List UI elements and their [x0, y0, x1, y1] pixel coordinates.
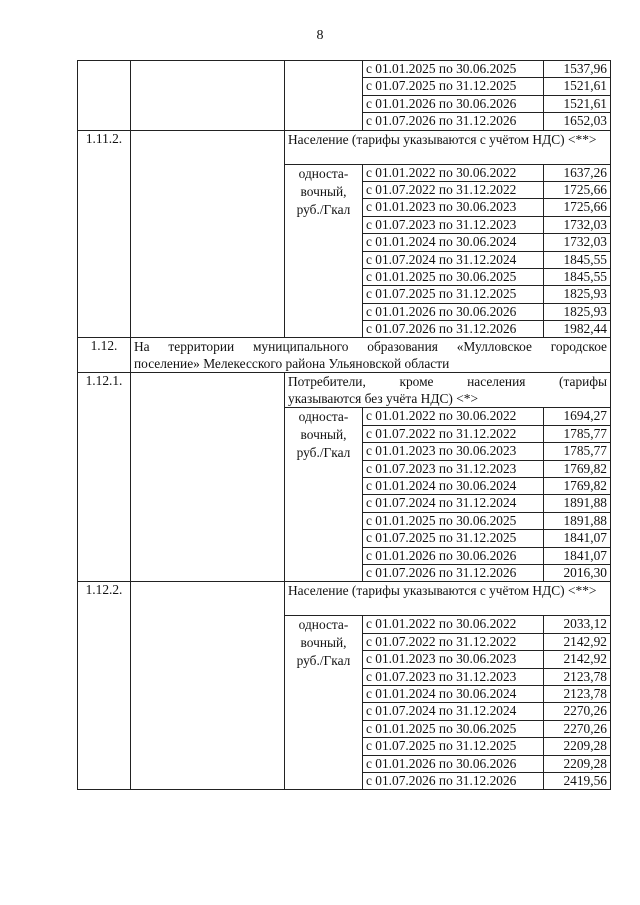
- row-number-cell: [78, 61, 131, 131]
- unit-cell: [285, 61, 363, 131]
- tariff-value: 2142,92: [544, 633, 611, 650]
- tariff-value: 1694,27: [544, 408, 611, 425]
- period-cell: с 01.07.2025 по 31.12.2025: [363, 78, 544, 95]
- tariff-value: 1725,66: [544, 199, 611, 216]
- period-cell: с 01.01.2026 по 30.06.2026: [363, 755, 544, 772]
- section-title: Население (тарифы указываются с учётом НДС) <**>: [285, 582, 611, 616]
- tariff-value: 1785,77: [544, 425, 611, 442]
- period-cell: с 01.07.2022 по 31.12.2022: [363, 425, 544, 442]
- unit-line: вочный,: [300, 427, 347, 443]
- period-cell: с 01.01.2025 по 30.06.2025: [363, 512, 544, 529]
- period-cell: с 01.07.2022 по 31.12.2022: [363, 633, 544, 650]
- period-cell: с 01.07.2023 по 31.12.2023: [363, 460, 544, 477]
- tariff-value: 1845,55: [544, 268, 611, 285]
- page-number: 8: [316, 28, 324, 43]
- organization-cell: [131, 373, 285, 582]
- unit-cell: [285, 164, 363, 338]
- period-cell: с 01.01.2026 по 30.06.2026: [363, 547, 544, 564]
- period-cell: с 01.01.2025 по 30.06.2025: [363, 268, 544, 285]
- period-cell: с 01.07.2025 по 31.12.2025: [363, 738, 544, 755]
- section-title-line: Потребители, кроме населения (тарифы: [288, 374, 607, 390]
- row-number-cell: 1.12.2.: [78, 582, 131, 790]
- period-cell: с 01.01.2023 по 30.06.2023: [363, 199, 544, 216]
- tariff-value: 1769,82: [544, 478, 611, 495]
- period-cell: с 01.01.2023 по 30.06.2023: [363, 651, 544, 668]
- period-cell: с 01.01.2025 по 30.06.2025: [363, 61, 544, 78]
- tariff-value: 2209,28: [544, 755, 611, 772]
- unit-line: руб./Гкал: [296, 653, 351, 669]
- period-cell: с 01.01.2026 по 30.06.2026: [363, 303, 544, 320]
- period-cell: с 01.07.2022 по 31.12.2022: [363, 181, 544, 198]
- tariff-value: 1825,93: [544, 286, 611, 303]
- row-number-cell: 1.12.1.: [78, 373, 131, 582]
- tariff-value: 1637,26: [544, 164, 611, 181]
- tariff-table: [77, 60, 611, 790]
- unit-line: вочный,: [300, 183, 347, 199]
- period-cell: с 01.07.2025 по 31.12.2025: [363, 286, 544, 303]
- period-cell: с 01.07.2026 по 31.12.2026: [363, 113, 544, 130]
- period-cell: с 01.07.2023 по 31.12.2023: [363, 668, 544, 685]
- period-cell: с 01.07.2024 по 31.12.2024: [363, 495, 544, 512]
- unit-line: односта-: [298, 617, 349, 633]
- period-cell: с 01.07.2026 по 31.12.2026: [363, 772, 544, 789]
- table-row: [78, 61, 611, 78]
- tariff-value: 1891,88: [544, 495, 611, 512]
- period-cell: с 01.07.2023 по 31.12.2023: [363, 216, 544, 233]
- tariff-value: 1982,44: [544, 321, 611, 338]
- tariff-value: 1537,96: [544, 61, 611, 78]
- tariff-value: 2270,26: [544, 720, 611, 737]
- section-title: Население (тарифы указываются с учётом НДС) <**>: [285, 130, 611, 164]
- organization-cell: [131, 61, 285, 131]
- tariff-value: 2033,12: [544, 616, 611, 633]
- tariff-value: 2123,78: [544, 685, 611, 702]
- territory-header-row: [78, 338, 611, 373]
- unit-cell: [285, 616, 363, 790]
- tariff-value: 1725,66: [544, 181, 611, 198]
- section-header-row: [78, 373, 611, 408]
- row-number-cell: 1.12.: [78, 338, 131, 373]
- period-cell: с 01.01.2023 по 30.06.2023: [363, 443, 544, 460]
- territory-title-line: поселение» Мелекесского района Ульяновской области: [134, 356, 450, 372]
- tariff-value: 2270,26: [544, 703, 611, 720]
- tariff-value: 2123,78: [544, 668, 611, 685]
- unit-cell: [285, 408, 363, 582]
- organization-cell: [131, 582, 285, 790]
- tariff-value: 2209,28: [544, 738, 611, 755]
- period-cell: с 01.01.2024 по 30.06.2024: [363, 685, 544, 702]
- period-cell: с 01.07.2024 по 31.12.2024: [363, 703, 544, 720]
- tariff-value: 1891,88: [544, 512, 611, 529]
- section-header-row: [78, 582, 611, 616]
- tariff-value: 1732,03: [544, 234, 611, 251]
- tariff-value: 1841,07: [544, 547, 611, 564]
- tariff-value: 2016,30: [544, 564, 611, 581]
- period-cell: с 01.01.2024 по 30.06.2024: [363, 478, 544, 495]
- tariff-value: 1841,07: [544, 530, 611, 547]
- period-cell: с 01.07.2025 по 31.12.2025: [363, 530, 544, 547]
- tariff-value: 1769,82: [544, 460, 611, 477]
- territory-title: [131, 338, 611, 373]
- period-cell: с 01.07.2026 по 31.12.2026: [363, 564, 544, 581]
- section-header-row: [78, 130, 611, 164]
- tariff-value: 1785,77: [544, 443, 611, 460]
- period-cell: с 01.01.2022 по 30.06.2022: [363, 408, 544, 425]
- unit-line: односта-: [298, 165, 349, 181]
- tariff-value: 1521,61: [544, 95, 611, 112]
- period-cell: с 01.07.2024 по 31.12.2024: [363, 251, 544, 268]
- tariff-value: 2419,56: [544, 772, 611, 789]
- period-cell: с 01.01.2022 по 30.06.2022: [363, 616, 544, 633]
- tariff-value: 1732,03: [544, 216, 611, 233]
- row-number-cell: 1.11.2.: [78, 130, 131, 338]
- territory-title-line: На территории муниципального образования «Мулловское городское: [134, 339, 607, 355]
- period-cell: с 01.01.2025 по 30.06.2025: [363, 720, 544, 737]
- tariff-value: 1845,55: [544, 251, 611, 268]
- period-cell: с 01.01.2024 по 30.06.2024: [363, 234, 544, 251]
- tariff-value: 1652,03: [544, 113, 611, 130]
- unit-line: односта-: [298, 409, 349, 425]
- period-cell: с 01.07.2026 по 31.12.2026: [363, 321, 544, 338]
- section-title-line: указываются без учёта НДС) <*>: [288, 391, 479, 407]
- unit-line: руб./Гкал: [296, 445, 351, 461]
- organization-cell: [131, 130, 285, 338]
- tariff-value: 2142,92: [544, 651, 611, 668]
- period-cell: с 01.01.2026 по 30.06.2026: [363, 95, 544, 112]
- tariff-value: 1521,61: [544, 78, 611, 95]
- section-title: [285, 373, 611, 408]
- period-cell: с 01.01.2022 по 30.06.2022: [363, 164, 544, 181]
- unit-line: руб./Гкал: [296, 201, 351, 217]
- tariff-value: 1825,93: [544, 303, 611, 320]
- unit-line: вочный,: [300, 635, 347, 651]
